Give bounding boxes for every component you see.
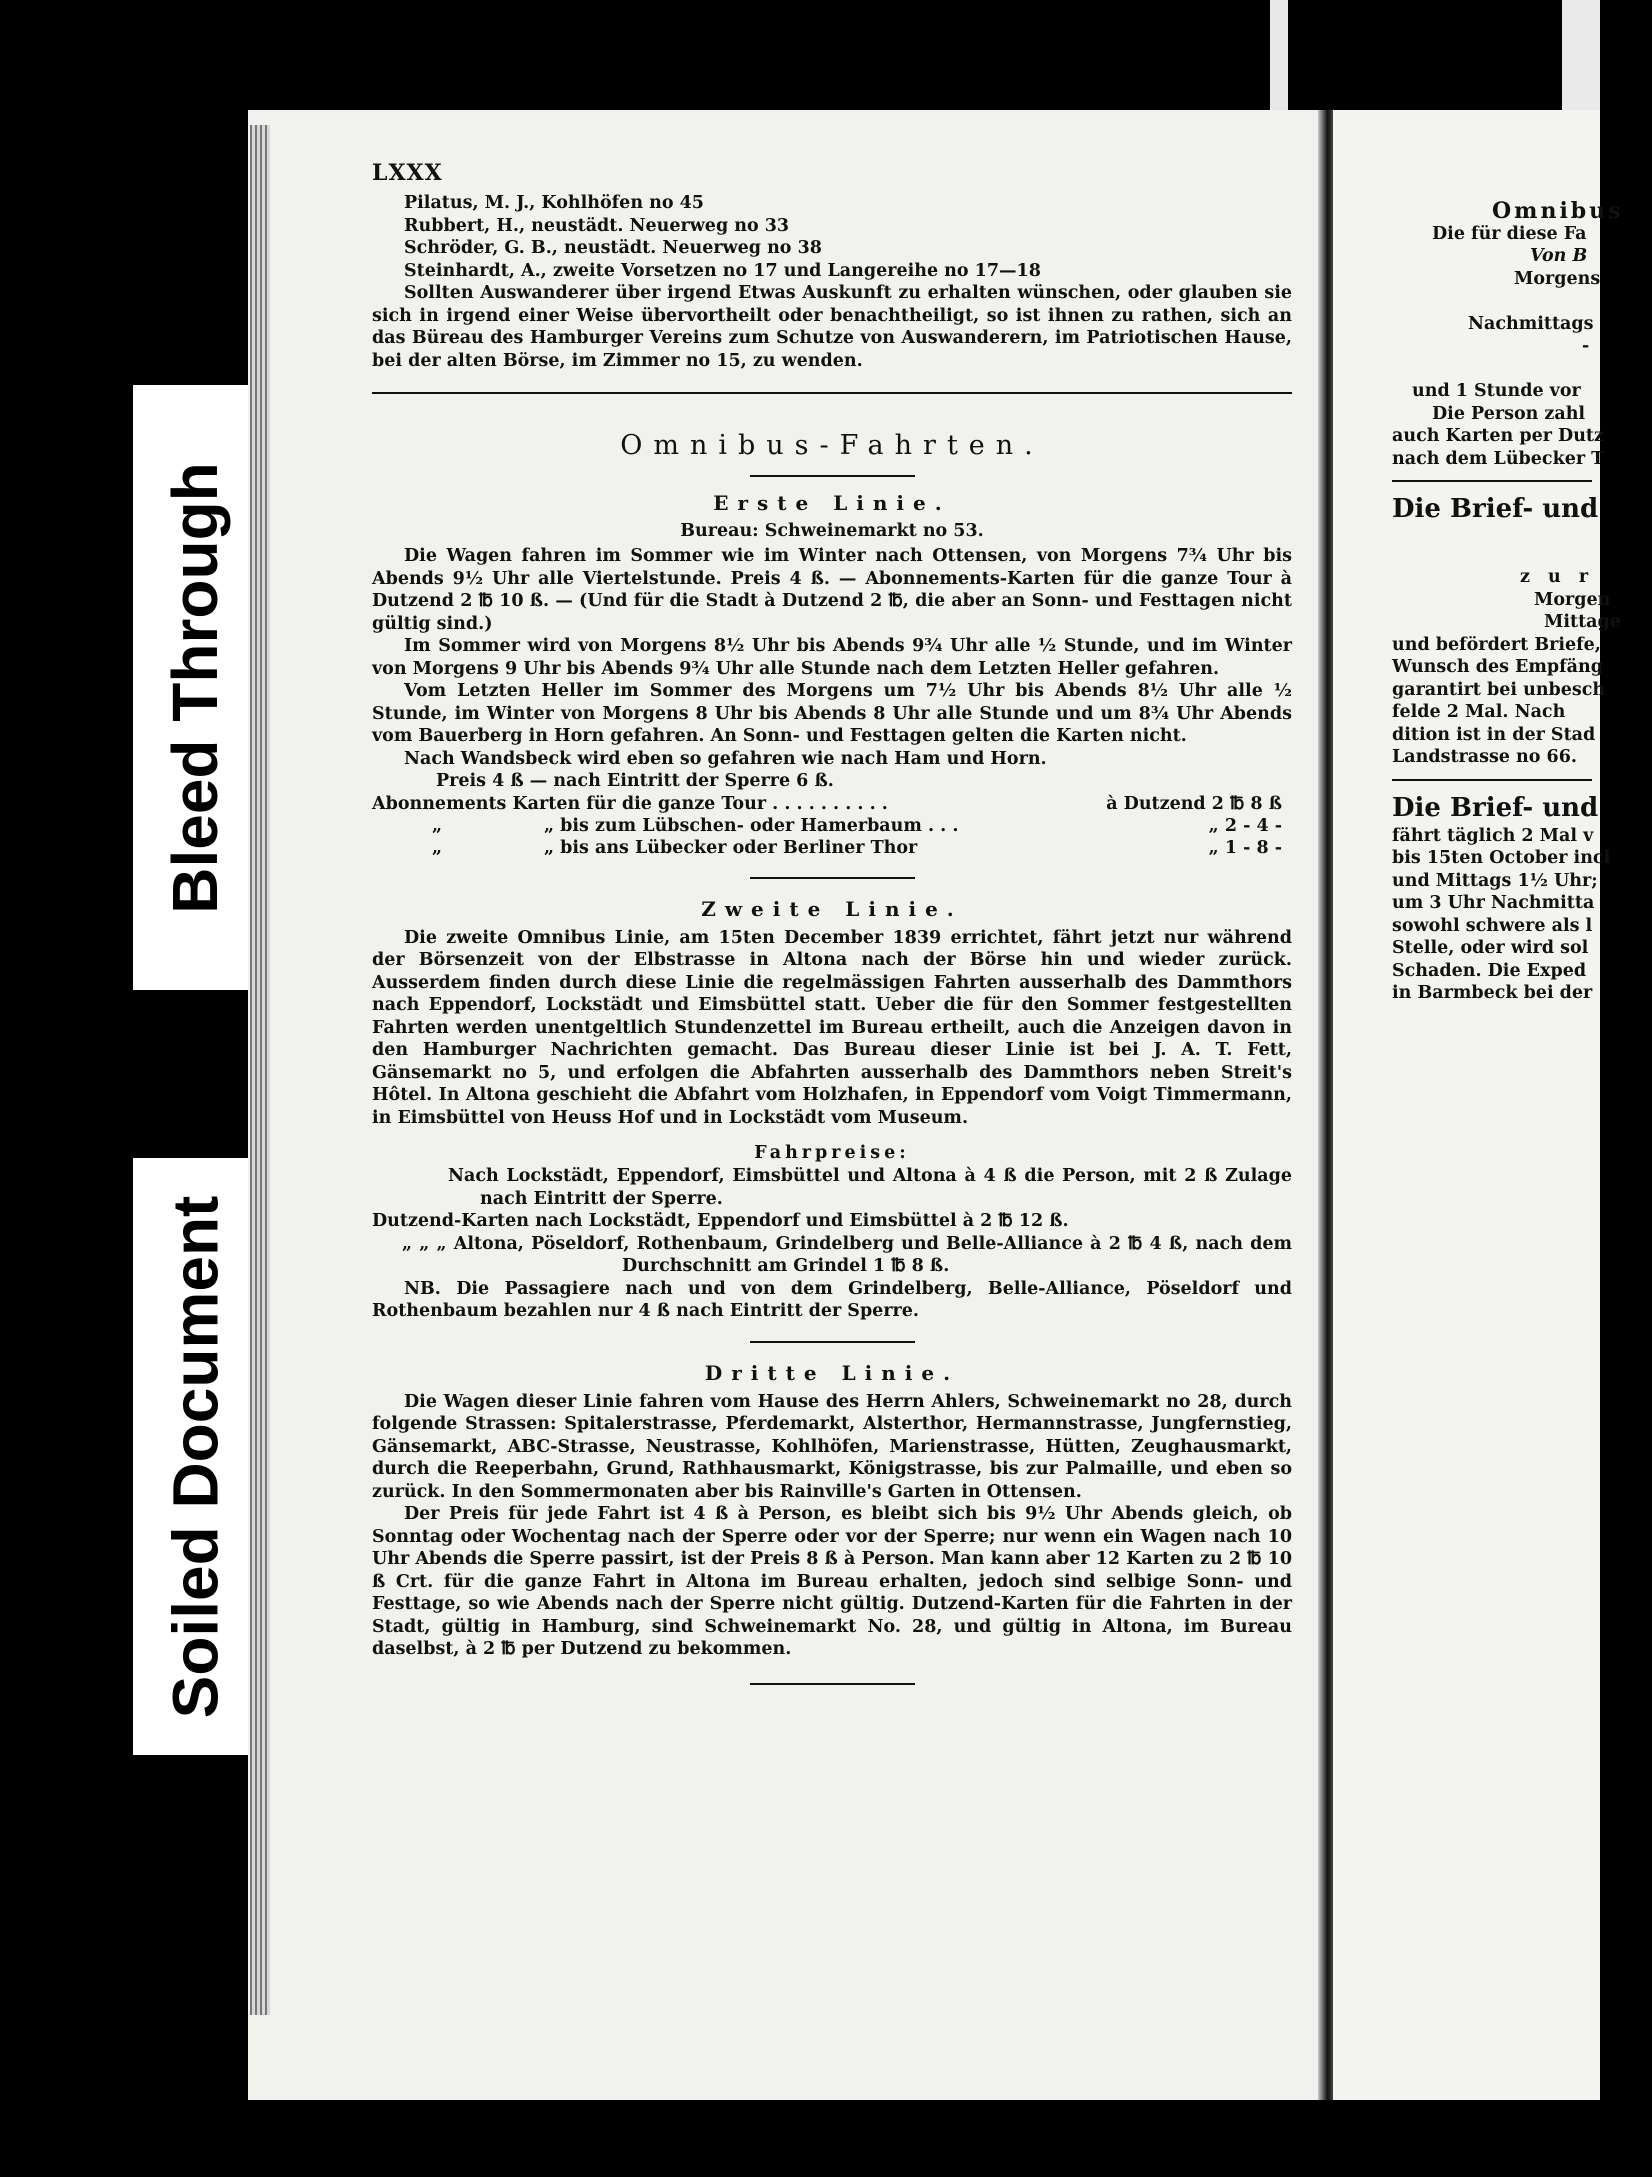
erste-paragraph: Vom Letzten Heller im Sommer des Morgens um 7½ Uhr bis Abends 8½ Uhr alle ½ Stunde, im Winter von Morgens 8 Uhr bis Abends 8 Uhr alle Stunde und um 8¾ Uhr Abends vom Bauerberg in Horn gefahren. An Sonn- und Festtagen gelten die Karten nicht. bbox=[372, 681, 1292, 746]
soiled-document-label: Soiled Document bbox=[133, 1158, 257, 1755]
dritte-paragraph: Der Preis für jede Fahrt ist 4 ß à Person, es bleibt sich bis 9½ Uhr Abends gleich, ob Sonntag oder Wochentag nach der Sperre oder vor der Sperre; nur wenn ein Wagen nach 10 Uhr Abends die Sperre passirt, ist der Preis 8 ß à Person. Man kann aber 12 Karten zu 2 ℔ 10 ß Crt. für die ganze Fahrt in Altona im Bureau erhalten, jedoch sind selbige Sonn- und Festtage, so wie Abends nach der Sperre nicht gültig. Dutzend-Karten für die Fahrten in der Stadt, gültig in Hamburg, sind Schweinemarkt No. 28, und gültig in Altona, im Bureau daselbst, à 2 ℔ per Dutzend zu bekommen. bbox=[372, 1504, 1292, 1659]
right-line: Landstrasse no 66. bbox=[1392, 747, 1577, 767]
erste-linie-heading: Erste Linie. bbox=[713, 491, 951, 515]
right-line bbox=[1392, 290, 1652, 313]
emigrant-agent-entry: Pilatus, M. J., Kohlhöfen no 45 bbox=[404, 193, 704, 213]
zweite-linie-heading: Zweite Linie. bbox=[701, 896, 963, 921]
erste-paragraph: Die Wagen fahren im Sommer wie im Winter nach Ottensen, von Morgens 7¾ Uhr bis Abends 9½ Uhr alle Viertelstunde. Preis 4 ß. — Abonnements-Karten für die ganze Tour à Dutzend 2 ℔ 10 ß. — (Und für die Stadt à Dutzend 2 ℔, die aber an Sonn- und Festtagen nicht gültig sind.) bbox=[372, 546, 1292, 634]
right-line: Nachmittags bbox=[1468, 313, 1594, 334]
right-line: Von B bbox=[1530, 246, 1588, 266]
right-rule bbox=[1392, 480, 1592, 482]
fahrpreise-heading: Fahrpreise: bbox=[754, 1143, 910, 1163]
emigrant-advice: Sollten Auswanderer über irgend Etwas Auskunft zu erhalten wünschen, oder glauben sie sich in irgend einer Weise übervortheilt oder benachtheiligt, so ist ihnen zu rathen, sich an das Büreau des Hamburger Vereins zum Schutze von Auswanderern, im Patriotischen Hause, bei der alten Börse, im Zimmer no 15, zu wenden. bbox=[372, 283, 1292, 371]
right-line: - bbox=[1582, 336, 1590, 356]
section-rule bbox=[750, 1683, 915, 1685]
dritte-linie-heading: Dritte Linie. bbox=[704, 1360, 960, 1385]
emigrant-agent-entry: Rubbert, H., neustädt. Neuerweg no 33 bbox=[404, 215, 790, 236]
fare-line: „ „ „ Altona, Pöseldorf, Rothenbaum, Grindelberg und Belle-Alliance à 2 ℔ 4 ß, nach dem Durchschnitt am Grindel 1 ℔ 8 ß. bbox=[402, 1233, 1292, 1276]
section-rule bbox=[750, 877, 915, 879]
right-line: Schaden. Die Exped bbox=[1392, 960, 1587, 981]
fare-line: Dutzend-Karten nach Lockstädt, Eppendorf und Eimsbüttel à 2 ℔ 12 ß. bbox=[372, 1211, 1069, 1231]
erste-linie-bureau: Bureau: Schweinemarkt no 53. bbox=[680, 521, 984, 541]
fare-note: NB. Die Passagiere nach und von dem Grindelberg, Belle-Alliance, Pöseldorf und Rothenbaum bezahlen nur 4 ß nach Eintritt der Sperre. bbox=[372, 1278, 1292, 1321]
right-line: Morgens bbox=[1514, 268, 1601, 289]
right-heading: Die Brief- und bbox=[1392, 792, 1599, 823]
bleed-through-label: Bleed Through bbox=[133, 385, 257, 990]
right-line: Mittage bbox=[1544, 612, 1621, 632]
right-line: bis 15ten October incl bbox=[1392, 848, 1611, 868]
right-line: und Mittags 1½ Uhr; bbox=[1392, 870, 1598, 891]
right-line: Die für diese Fa bbox=[1432, 223, 1587, 244]
page-edge-strip bbox=[1270, 0, 1288, 110]
title-rule bbox=[750, 475, 915, 477]
right-line: Wunsch des Empfäng bbox=[1392, 657, 1603, 677]
right-line: Morgen bbox=[1534, 589, 1611, 610]
right-page-text bbox=[1392, 200, 1652, 1005]
zweite-paragraph: Die zweite Omnibus Linie, am 15ten December 1839 errichtet, fährt jetzt nur während der Börsenzeit von der Elbstrasse in Altona nach der Börse hin und wieder zurück. Ausserdem finden durch diese Linie die regelmässigen Fahrten ausserhalb des Dammthors nach Eppendorf, Lockstädt und Eimsbüttel statt. Ueber die für den Sommer festgestellten Fahrten werden unentgeltlich Stundenzettel im Bureau ertheilt, auch die Anzeigen davon in den Hamburger Nachrichten gemacht. Das Bureau dieser Linie ist bei J. A. T. Fett, Gänsemarkt no 5, und erfolgen die Abfahrten ausserhalb des Dammthors neben Streit's Hôtel. In Altona geschieht die Abfahrt vom Holzhafen, in Eppendorf vom Voigt Timmermann, in Eimsbüttel von Heuss Hof und in Lockstädt vom Museum. bbox=[372, 927, 1292, 1128]
tariff-row: Abonnements Karten für die ganze Tour . . . . . . . . . . à Dutzend 2 ℔ 8 ß bbox=[372, 793, 1282, 814]
erste-paragraph: Im Sommer wird von Morgens 8½ Uhr bis Abends 9¾ Uhr alle ½ Stunde, und im Winter von Morgens 9 Uhr bis Abends 9¾ Uhr alle Stunde nach dem Letzten Heller gefahren. bbox=[372, 636, 1292, 679]
section-title: Omnibus-Fahrten. bbox=[620, 430, 1044, 461]
emigrant-agent-entry: Schröder, G. B., neustädt. Neuerweg no 38 bbox=[404, 238, 822, 258]
right-heading: Die Brief- und bbox=[1392, 494, 1599, 524]
emigrant-agent-entry: Steinhardt, A., zweite Vorsetzen no 17 und Langereihe no 17—18 bbox=[404, 260, 1041, 281]
right-line: auch Karten per Dutz bbox=[1392, 426, 1604, 446]
erste-price: Preis 4 ß — nach Eintritt der Sperre 6 ß. bbox=[436, 771, 834, 791]
right-line: und 1 Stunde vor bbox=[1412, 381, 1581, 401]
right-line: Stelle, oder wird sol bbox=[1392, 938, 1589, 958]
right-line: und befördert Briefe, bbox=[1392, 634, 1601, 655]
fare-line: Nach Lockstädt, Eppendorf, Eimsbüttel und Altona à 4 ß die Person, mit 2 ß Zulage nach Eintritt der Sperre. bbox=[448, 1166, 1292, 1209]
right-line bbox=[1392, 358, 1652, 381]
right-rule bbox=[1392, 779, 1592, 781]
right-line: Die Person zahl bbox=[1432, 403, 1586, 424]
right-line: garantirt bei unbesch bbox=[1392, 679, 1606, 700]
right-line: in Barmbeck bei der bbox=[1392, 983, 1593, 1003]
right-line: nach dem Lübecker T bbox=[1392, 448, 1605, 469]
right-line: um 3 Uhr Nachmitta bbox=[1392, 893, 1595, 913]
right-line: sowohl schwere als l bbox=[1392, 915, 1593, 936]
right-line: z u r bbox=[1520, 567, 1595, 587]
section-rule bbox=[372, 392, 1292, 394]
page-folio: LXXX bbox=[372, 160, 443, 186]
dritte-paragraph: Die Wagen dieser Linie fahren vom Hause des Herrn Ahlers, Schweinemarkt no 28, durch folgende Strassen: Spitalerstrasse, Pferdemarkt, Alsterthor, Hermannstrasse, Jungfernstieg, Gänsemarkt, ABC-Strasse, Neustrasse, Kohlhöfen, Marienstrasse, Hütten, Zeughausmarkt, durch die Reeperbahn, Grund, Rathhausmarkt, Königstrasse, bis zur Palmaille, und eben so zurück. In den Sommermonaten aber bis Rainville's Garten in Ottensen. bbox=[372, 1391, 1292, 1502]
right-line: dition ist in der Stad bbox=[1392, 724, 1596, 745]
right-line: felde 2 Mal. Nach bbox=[1392, 702, 1566, 722]
right-line: fährt täglich 2 Mal v bbox=[1392, 825, 1594, 846]
erste-paragraph: Nach Wandsbeck wird eben so gefahren wie nach Ham und Horn. bbox=[404, 748, 1047, 769]
section-rule bbox=[750, 1341, 915, 1343]
page-stack-edge bbox=[250, 125, 270, 2015]
right-line: Omnibus bbox=[1492, 198, 1624, 224]
left-page-text bbox=[372, 160, 1292, 1699]
tariff-row: „ „ bis zum Lübschen- oder Hamerbaum . . . „ 2 - 4 - bbox=[432, 815, 1282, 836]
tariff-row: „ „ bis ans Lübecker oder Berliner Thor „ 1 - 8 - bbox=[432, 837, 1282, 858]
page-edge-strip bbox=[1562, 0, 1600, 110]
